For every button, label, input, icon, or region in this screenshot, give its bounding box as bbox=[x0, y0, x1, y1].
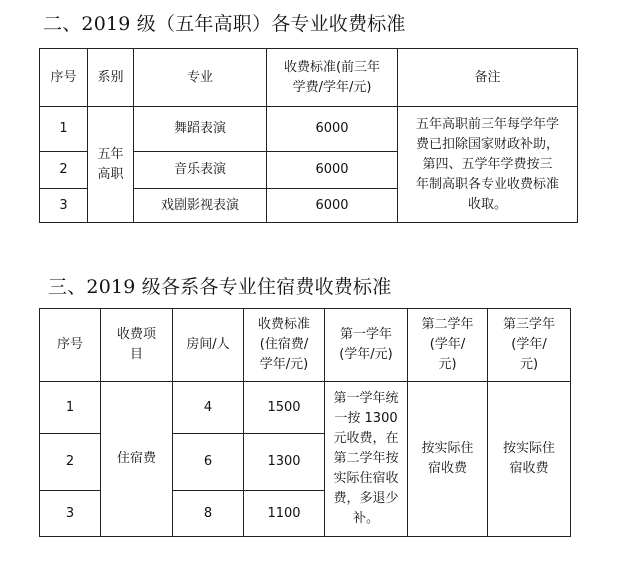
cell-fee: 6000 bbox=[267, 189, 398, 223]
header-fee: 收费标准 (住宿费/ 学年/元) bbox=[244, 309, 325, 382]
cell-item: 住宿费 bbox=[101, 382, 173, 537]
cell-major: 戏剧影视表演 bbox=[134, 189, 267, 223]
table-header-row bbox=[40, 309, 571, 382]
cell-fee: 6000 bbox=[267, 152, 398, 189]
cell-year2: 按实际住 宿收费 bbox=[408, 382, 488, 537]
header-item: 收费项 目 bbox=[101, 309, 173, 382]
cell-dept: 五年 高职 bbox=[88, 107, 134, 223]
header-seq: 序号 bbox=[40, 309, 101, 382]
cell-fee: 1300 bbox=[244, 434, 325, 491]
cell-fee: 1500 bbox=[244, 382, 325, 434]
cell-major: 舞蹈表演 bbox=[134, 107, 267, 152]
table-row bbox=[40, 382, 571, 434]
cell-room: 6 bbox=[173, 434, 244, 491]
cell-year1: 第一学年统 一按 1300 元收费，在 第二学年按 实际住宿收 费，多退少 补。 bbox=[325, 382, 408, 537]
table-header-row bbox=[40, 49, 578, 107]
header-year1: 第一学年 (学年/元) bbox=[325, 309, 408, 382]
header-fee: 收费标准(前三年 学费/学年/元) bbox=[267, 49, 398, 107]
section-heading-tuition: 二、2019 级（五年高职）各专业收费标准 bbox=[43, 13, 406, 35]
header-seq: 序号 bbox=[40, 49, 88, 107]
header-year2: 第二学年 (学年/ 元) bbox=[408, 309, 488, 382]
cell-seq: 1 bbox=[40, 107, 88, 152]
cell-seq: 3 bbox=[40, 189, 88, 223]
tuition-fee-table bbox=[39, 48, 578, 223]
cell-major: 音乐表演 bbox=[134, 152, 267, 189]
cell-seq: 3 bbox=[40, 491, 101, 537]
cell-seq: 1 bbox=[40, 382, 101, 434]
header-note: 备注 bbox=[398, 49, 578, 107]
cell-room: 4 bbox=[173, 382, 244, 434]
cell-room: 8 bbox=[173, 491, 244, 537]
cell-year3: 按实际住 宿收费 bbox=[488, 382, 571, 537]
header-year3: 第三学年 (学年/ 元) bbox=[488, 309, 571, 382]
table-row bbox=[40, 107, 578, 152]
section-heading-accommodation: 三、2019 级各系各专业住宿费收费标准 bbox=[48, 276, 392, 298]
cell-note: 五年高职前三年每学年学 费已扣除国家财政补助， 第四、五学年学费按三 年制高职各专业收费标准 收取。 bbox=[398, 107, 578, 223]
cell-seq: 2 bbox=[40, 434, 101, 491]
header-room: 房间/人 bbox=[173, 309, 244, 382]
header-major: 专业 bbox=[134, 49, 267, 107]
cell-seq: 2 bbox=[40, 152, 88, 189]
cell-fee: 1100 bbox=[244, 491, 325, 537]
accommodation-fee-table bbox=[39, 308, 571, 537]
cell-fee: 6000 bbox=[267, 107, 398, 152]
header-dept: 系别 bbox=[88, 49, 134, 107]
